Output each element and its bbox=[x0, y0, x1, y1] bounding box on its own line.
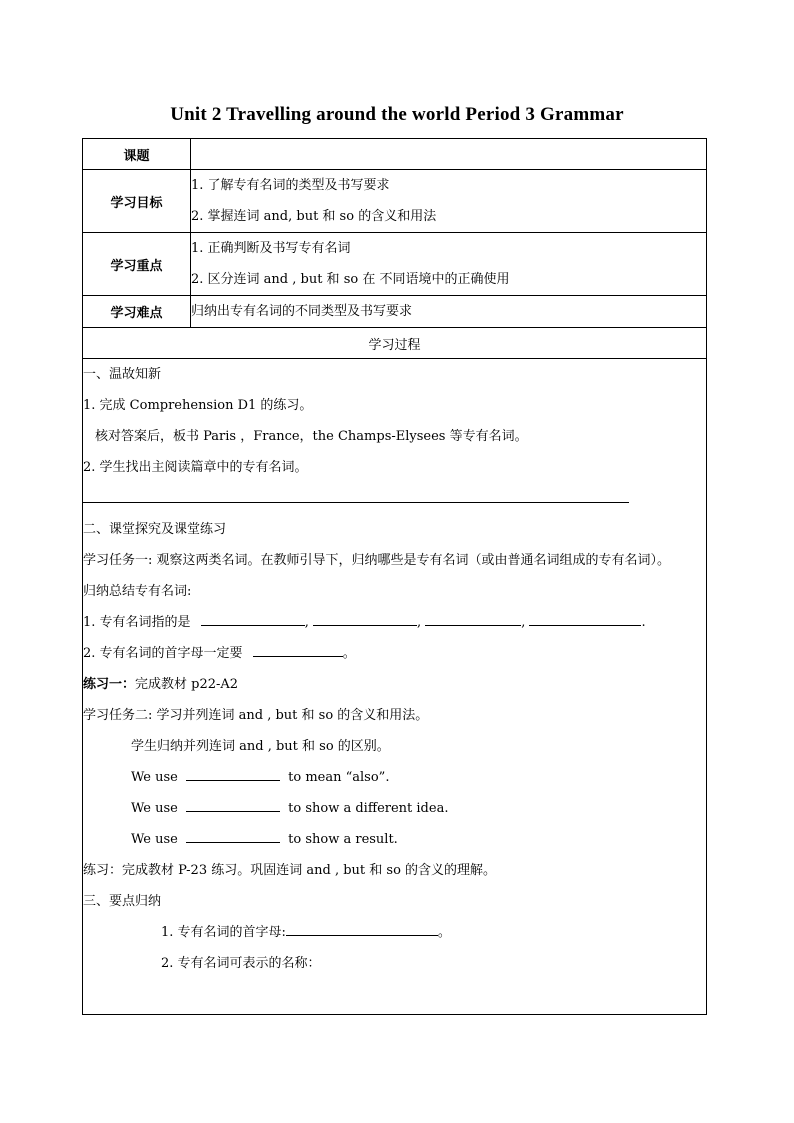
use-line-1: We use to mean “also”. bbox=[83, 762, 706, 793]
exercise-one-label: 练习一： bbox=[83, 677, 136, 692]
exercise-one-text: 完成教材 p22-A2 bbox=[135, 677, 239, 692]
row-topic bbox=[83, 139, 707, 170]
difficulty-label: 学习难点 bbox=[83, 296, 191, 328]
process-body bbox=[83, 359, 707, 1015]
question-2-text: 2. 专有名词的首字母一定要 bbox=[83, 646, 243, 661]
review-item-1: 1. 完成 Comprehension D1 的练习。 bbox=[83, 398, 313, 413]
blank[interactable] bbox=[186, 766, 280, 781]
lesson-plan-table bbox=[82, 138, 707, 1015]
difficulty-value: 归纳出专有名词的不同类型及书写要求 bbox=[191, 296, 707, 328]
question-2: 2. 专有名词的首字母一定要 。 bbox=[83, 638, 706, 669]
goal-item: 2. 掌握连词 and, but 和 so 的含义和用法 bbox=[191, 209, 437, 224]
goal-list bbox=[191, 170, 707, 233]
question-1: 1. 专有名词指的是 , , , . bbox=[83, 607, 706, 638]
use-line-2: We use to show a different idea. bbox=[83, 793, 706, 824]
review-item-1-note: 核对答案后，板书 Paris ，France，the Champs-Elysees 等专有名词。 bbox=[95, 429, 528, 444]
topic-value[interactable] bbox=[191, 139, 707, 170]
section-key-points: 三、要点归纳 bbox=[83, 894, 162, 909]
blank[interactable] bbox=[253, 642, 343, 657]
row-process-header bbox=[83, 328, 707, 359]
summary-heading: 归纳总结专有名词: bbox=[83, 584, 192, 599]
use-line-3: We use to show a result. bbox=[83, 824, 706, 855]
blank[interactable] bbox=[529, 611, 641, 626]
exercise-two: 练习：完成教材 P-23 练习。巩固连词 and , but 和 so 的含义的理解。 bbox=[83, 863, 497, 878]
focus-item: 1. 正确判断及书写专有名词 bbox=[191, 241, 351, 256]
task-one: 学习任务一: 观察这两类名词。在教师引导下，归纳哪些是专有名词（或由普通名词组成的专有名词）。 bbox=[83, 553, 671, 568]
document-title: Unit 2 Travelling around the world Period 3 Grammar bbox=[170, 104, 624, 125]
point-2: 2. 专有名词可表示的名称： bbox=[161, 956, 321, 971]
focus-label: 学习重点 bbox=[83, 233, 191, 296]
goal-item: 1. 了解专有名词的类型及书写要求 bbox=[191, 178, 390, 193]
blank[interactable] bbox=[186, 828, 280, 843]
blank[interactable] bbox=[286, 921, 438, 936]
row-difficulty bbox=[83, 296, 707, 328]
focus-list bbox=[191, 233, 707, 296]
answer-line[interactable] bbox=[83, 483, 706, 514]
task-two: 学习任务二: 学习并列连词 and , but 和 so 的含义和用法。 bbox=[83, 708, 429, 723]
task-two-sub: 学生归纳并列连词 and , but 和 so 的区别。 bbox=[131, 739, 390, 754]
focus-item: 2. 区分连词 and , but 和 so 在 不同语境中的正确使用 bbox=[191, 272, 510, 287]
section-explore: 二、课堂探究及课堂练习 bbox=[83, 522, 227, 537]
blank[interactable] bbox=[425, 611, 521, 626]
goal-label: 学习目标 bbox=[83, 170, 191, 233]
blank[interactable] bbox=[313, 611, 417, 626]
exercise-one bbox=[83, 669, 706, 700]
process-label: 学习过程 bbox=[83, 328, 707, 359]
section-review: 一、温故知新 bbox=[83, 367, 162, 382]
blank[interactable] bbox=[201, 611, 305, 626]
point-1: 1. 专有名词的首字母: 。 bbox=[83, 917, 706, 948]
row-focus bbox=[83, 233, 707, 296]
topic-label: 课题 bbox=[83, 139, 191, 170]
row-process-body bbox=[83, 359, 707, 1015]
row-goals bbox=[83, 170, 707, 233]
question-1-text: 1. 专有名词指的是 bbox=[83, 615, 191, 630]
blank[interactable] bbox=[186, 797, 280, 812]
review-item-2: 2. 学生找出主阅读篇章中的专有名词。 bbox=[83, 460, 308, 475]
